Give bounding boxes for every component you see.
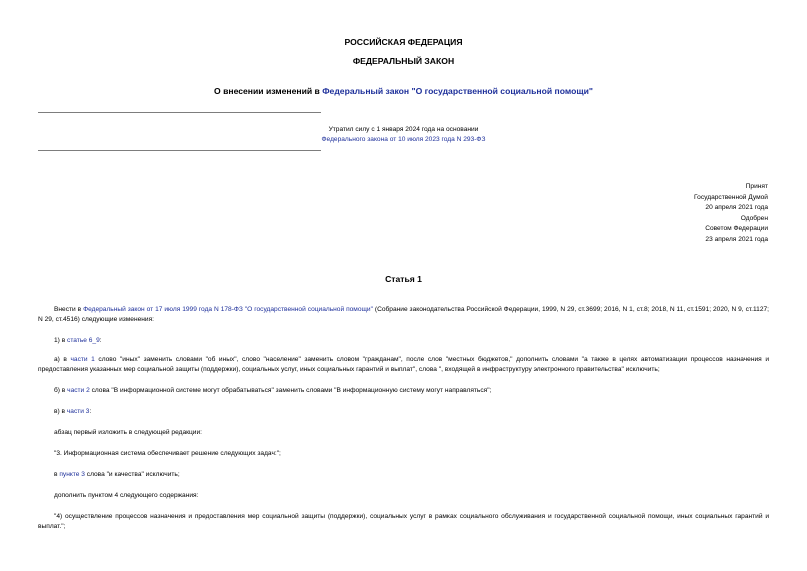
law-title xyxy=(0,86,807,96)
paragraph-add-4: дополнить пунктом 4 следующего содержания: xyxy=(54,492,199,499)
item-1-suffix: : xyxy=(99,337,102,344)
item-b xyxy=(38,386,769,396)
item-a-prefix: а) в xyxy=(54,356,71,363)
intro-law-link[interactable]: Федеральный закон от 17 июля 1999 года N 178-ФЗ "О государственной социальной помощи" xyxy=(83,306,373,313)
paragraph-quote-3: "3. Информационная система обеспечивает решение следующих задач:"; xyxy=(54,450,281,457)
status-line-1: Утратил силу с 1 января 2024 года на основании xyxy=(328,126,479,133)
part-1-link[interactable]: части 1 xyxy=(70,356,95,363)
status-note xyxy=(0,125,807,144)
adoption-line: 20 апреля 2021 года xyxy=(705,204,768,212)
article-6-9-link[interactable]: статье 6_9 xyxy=(67,337,100,344)
paragraph-quote-4: "4) осуществление процессов назначения и предоставления мер социальной защиты (поддержки), социальных услуг в рамках социального обслуживания и государственной социальной помощи, иных социальных гарантий и выплат."; xyxy=(38,513,769,531)
item-1-prefix: 1) в xyxy=(54,337,68,344)
law-title-prefix: О внесении изменений в xyxy=(214,86,323,96)
intro-prefix: Внести в xyxy=(54,306,84,313)
item-v xyxy=(38,407,769,417)
item-v-prefix: в) в xyxy=(54,408,67,415)
item-b-suffix: слова "В информационной системе могут обрабатываться" заменить словами "В информационную систему могут направляться"; xyxy=(89,387,492,394)
law-title-link[interactable]: Федеральный закон "О государственной социальной помощи" xyxy=(322,86,593,96)
adoption-line: Советом Федерации xyxy=(705,225,768,233)
divider-top xyxy=(38,112,321,113)
punkt-3-suffix: слова "и качества" исключить; xyxy=(84,471,180,478)
status-law-link[interactable]: Федерального закона от 10 июля 2023 года N 293-ФЗ xyxy=(321,135,486,143)
country-heading: РОССИЙСКАЯ ФЕДЕРАЦИЯ xyxy=(344,37,463,47)
adoption-line: Принят xyxy=(745,183,768,190)
paragraph-punkt-3 xyxy=(38,470,769,480)
article-heading: Статья 1 xyxy=(385,274,422,284)
intro-suffix: (Собрание законодательства Российской Федерации, 1999, N 29, ст.3699; 2016, N 1, ст.8; 2018, N 11, ст.1591; 2020, N 9, ст.1127; N 29, ст.4516) следующие изменения: xyxy=(38,306,769,324)
item-a-suffix: слово "иных" заменить словами "об иных", слово "население" заменить словом "гражданам", после слов "местных бюджетов," дополнить словами "а также в целях автоматизации процессов назначения и предоставления указанных мер социальной защиты (поддержки), социальных услуг, иных социальных гарантий и выплат", слова ", входящей в инфраструктуру электронного правительства" исключить; xyxy=(38,356,769,374)
adoption-line: 23 апреля 2021 года xyxy=(705,235,768,243)
adoption-line: Одобрен xyxy=(740,214,768,222)
law-type-heading: ФЕДЕРАЛЬНЫЙ ЗАКОН xyxy=(352,56,455,66)
item-a xyxy=(38,355,769,376)
adoption-block xyxy=(694,182,768,246)
part-3-link[interactable]: части 3 xyxy=(66,408,90,415)
item-v-suffix: : xyxy=(89,408,92,415)
punkt-3-prefix: в xyxy=(54,471,60,478)
paragraph-abzac: абзац первый изложить в следующей редакции: xyxy=(54,429,202,436)
article-intro xyxy=(38,305,769,326)
adoption-line: Государственной Думой xyxy=(694,193,768,201)
part-2-link[interactable]: части 2 xyxy=(67,387,90,394)
divider-bottom xyxy=(38,150,321,151)
item-1 xyxy=(38,336,769,346)
item-b-prefix: б) в xyxy=(54,387,68,394)
punkt-3-link[interactable]: пункте 3 xyxy=(59,471,85,478)
